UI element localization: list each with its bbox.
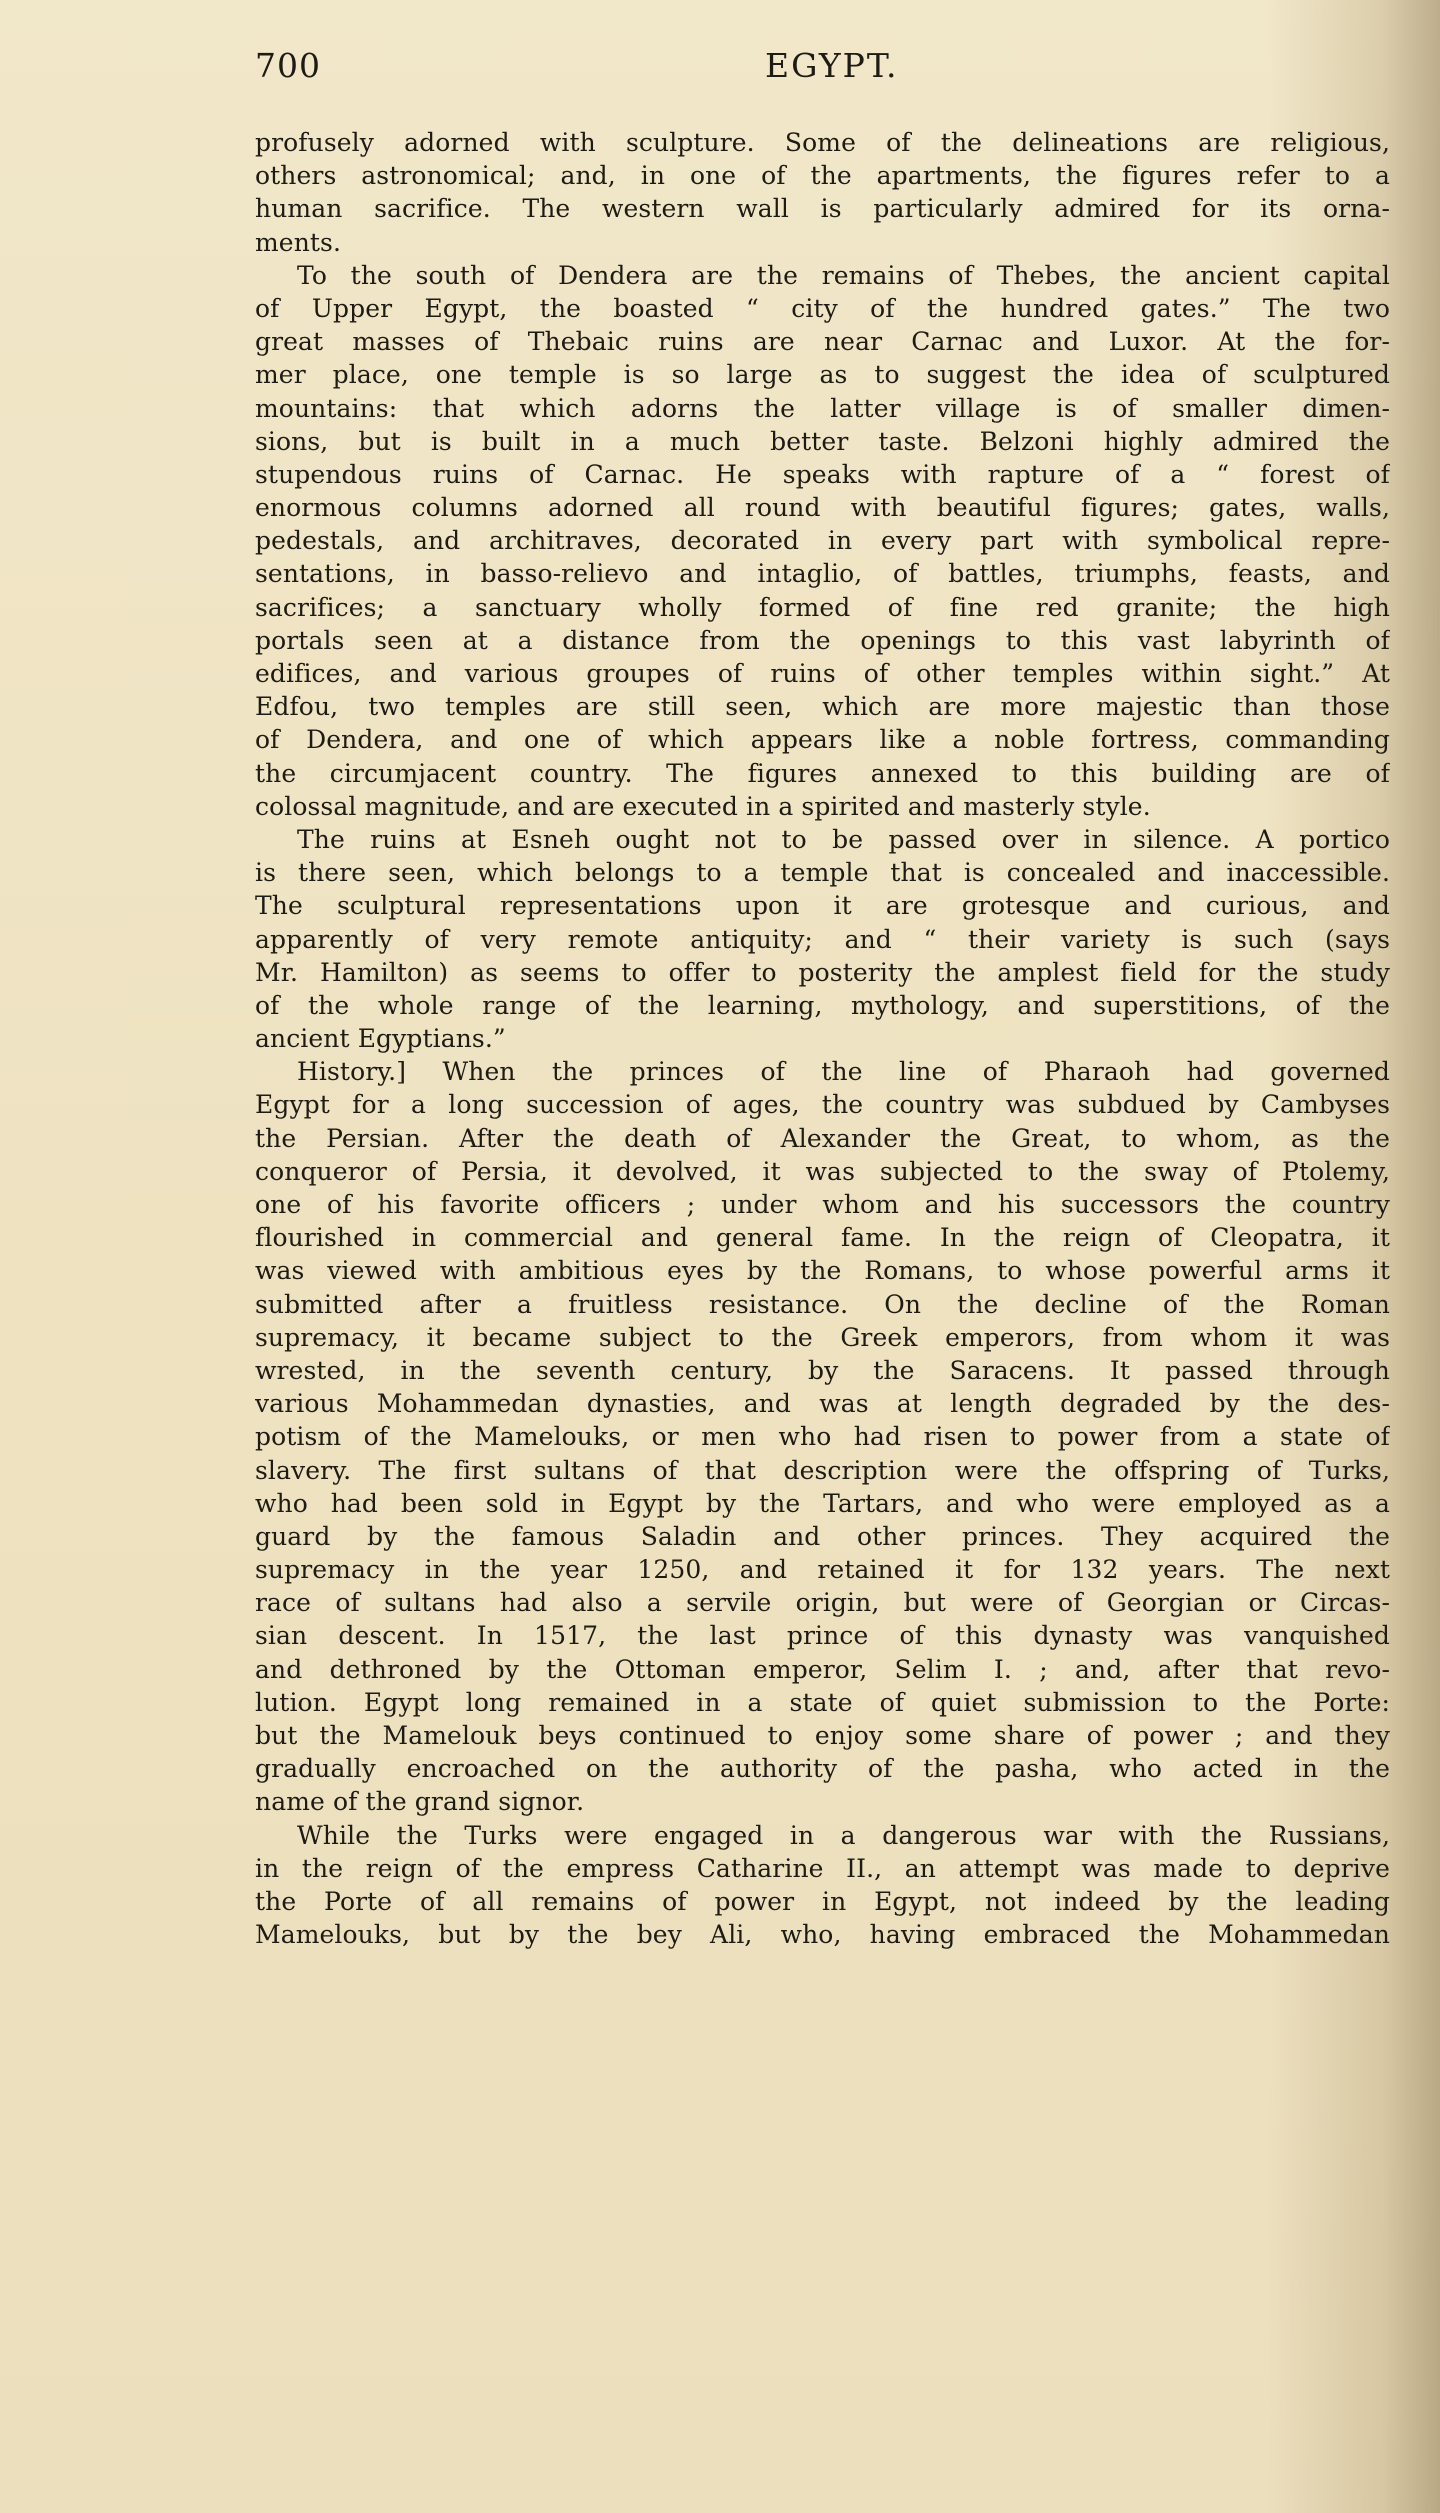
text-line: guard by the famous Saladin and other princes. They acquired the xyxy=(255,1521,1390,1551)
text-line: potism of the Mamelouks, or men who had risen to power from a state of xyxy=(255,1422,1390,1452)
text-line: conqueror of Persia, it devolved, it was subjected to the sway of Ptolemy, xyxy=(255,1156,1390,1186)
page-header xyxy=(255,46,1390,90)
text-line: submitted after a fruitless resistance. On the decline of the Roman xyxy=(255,1289,1390,1319)
running-title: EGYPT. xyxy=(765,46,899,85)
text-line: gradually encroached on the authority of the pasha, who acted in the xyxy=(255,1754,1390,1784)
text-line: of Upper Egypt, the boasted “ city of the hundred gates.” The two xyxy=(255,293,1390,323)
text-line: pedestals, and architraves, decorated in every part with symbolical repre- xyxy=(255,526,1390,556)
text-line: but the Mamelouk beys continued to enjoy some share of power ; and they xyxy=(255,1721,1390,1750)
text-line: lution. Egypt long remained in a state of quiet submission to the Porte: xyxy=(255,1687,1390,1717)
text-line: colossal magnitude, and are executed in a spirited and masterly style. xyxy=(255,791,1151,821)
text-line: ments. xyxy=(255,227,342,257)
text-line: profusely adorned with sculpture. Some of the delineations are religious, xyxy=(255,128,1390,157)
text-line: The ruins at Esneh ought not to be passed over in silence. A portico xyxy=(297,824,1390,854)
text-line: Mamelouks, but by the bey Ali, who, having embraced the Mohammedan xyxy=(255,1920,1390,1950)
text-line: ancient Egyptians.” xyxy=(255,1024,506,1054)
text-line: edifices, and various groupes of ruins of other temples within sight.” At xyxy=(255,659,1390,688)
text-line: enormous columns adorned all round with beautiful figures; gates, walls, xyxy=(255,493,1390,523)
text-line: who had been sold in Egypt by the Tartars, and who were employed as a xyxy=(255,1488,1390,1518)
text-line: name of the grand signor. xyxy=(255,1787,585,1817)
text-line: mountains: that which adorns the latter village is of smaller dimen- xyxy=(255,393,1390,423)
text-line: The sculptural representations upon it are grotesque and curious, and xyxy=(255,891,1390,921)
text-line: the Porte of all remains of power in Egypt, not indeed by the leading xyxy=(255,1886,1390,1916)
text-line: is there seen, which belongs to a temple that is concealed and inaccessible. xyxy=(255,858,1390,888)
text-line: Mr. Hamilton) as seems to offer to posterity the amplest field for the study xyxy=(255,957,1390,987)
text-line: Edfou, two temples are still seen, which are more majestic than those xyxy=(255,692,1390,722)
text-line: Egypt for a long succession of ages, the country was subdued by Cambyses xyxy=(255,1090,1390,1120)
text-line: supremacy in the year 1250, and retained it for 132 years. The next xyxy=(255,1555,1390,1585)
text-line: slavery. The first sultans of that description were the offspring of Turks, xyxy=(255,1455,1390,1485)
text-line: sacrifices; a sanctuary wholly formed of fine red granite; the high xyxy=(255,592,1390,622)
text-line: supremacy, it became subject to the Greek emperors, from whom it was xyxy=(255,1322,1390,1352)
text-line: sentations, in basso-relievo and intaglio, of battles, triumphs, feasts, and xyxy=(255,559,1390,589)
text-line: of the whole range of the learning, mythology, and superstitions, of the xyxy=(255,990,1390,1020)
body-text xyxy=(255,126,1390,1951)
text-line: others astronomical; and, in one of the apartments, the figures refer to a xyxy=(255,161,1390,191)
text-line: the circumjacent country. The figures annexed to this building are of xyxy=(255,758,1390,788)
text-line: great masses of Thebaic ruins are near Carnac and Luxor. At the for- xyxy=(255,327,1390,357)
text-line: wrested, in the seventh century, by the Saracens. It passed through xyxy=(255,1355,1390,1385)
text-line: mer place, one temple is so large as to suggest the idea of sculptured xyxy=(255,360,1390,390)
text-line: race of sultans had also a servile origin, but were of Georgian or Circas- xyxy=(255,1588,1390,1618)
text-line: and dethroned by the Ottoman emperor, Selim I. ; and, after that revo- xyxy=(255,1654,1390,1684)
text-line: one of his favorite officers ; under whom and his successors the country xyxy=(255,1190,1390,1219)
text-line: To the south of Dendera are the remains of Thebes, the ancient capital xyxy=(297,260,1390,290)
text-line: of Dendera, and one of which appears like a noble fortress, commanding xyxy=(255,725,1390,755)
page-number: 700 xyxy=(255,46,321,85)
text-line: human sacrifice. The western wall is particularly admired for its orna- xyxy=(255,194,1390,224)
text-line: portals seen at a distance from the openings to this vast labyrinth of xyxy=(255,625,1390,655)
text-line: While the Turks were engaged in a dangerous war with the Russians, xyxy=(297,1820,1390,1850)
text-line: flourished in commercial and general fame. In the reign of Cleopatra, it xyxy=(255,1223,1390,1253)
text-line: was viewed with ambitious eyes by the Romans, to whose powerful arms it xyxy=(255,1256,1390,1286)
text-line: History.] When the princes of the line of Pharaoh had governed xyxy=(297,1057,1390,1087)
text-line: in the reign of the empress Catharine II., an attempt was made to deprive xyxy=(255,1853,1390,1883)
text-line: sions, but is built in a much better taste. Belzoni highly admired the xyxy=(255,426,1390,456)
text-line: sian descent. In 1517, the last prince of this dynasty was vanquished xyxy=(255,1621,1390,1651)
text-line: the Persian. After the death of Alexander the Great, to whom, as the xyxy=(255,1123,1390,1153)
text-line: various Mohammedan dynasties, and was at length degraded by the des- xyxy=(255,1389,1390,1419)
text-line: stupendous ruins of Carnac. He speaks with rapture of a “ forest of xyxy=(255,459,1390,489)
text-line: apparently of very remote antiquity; and “ their variety is such (says xyxy=(255,924,1390,954)
